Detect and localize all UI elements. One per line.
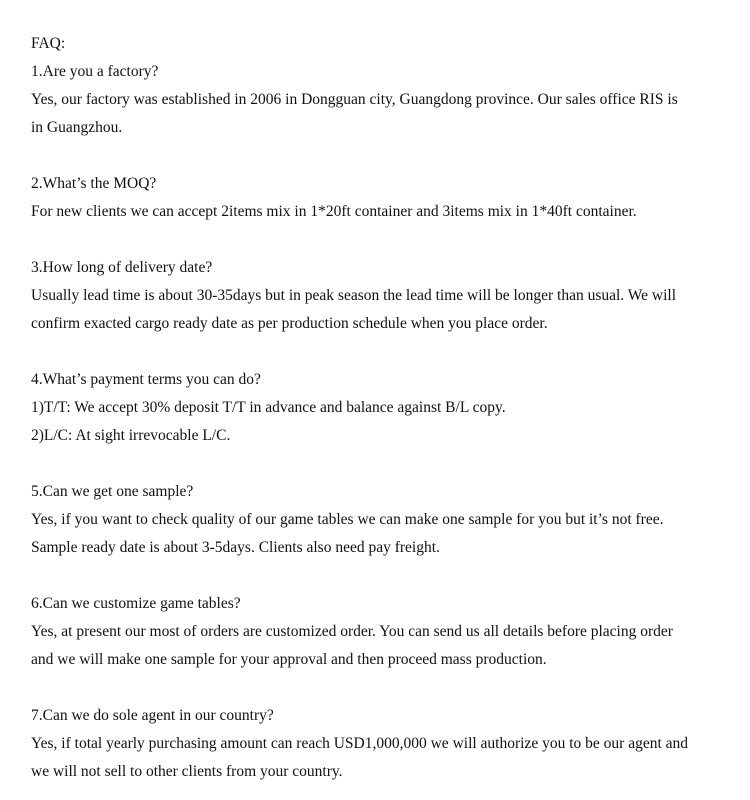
faq-document [31,30,731,786]
faq-question: 3.How long of delivery date? [31,259,213,276]
faq-answer-line: 2)L/C: At sight irrevocable L/C. [31,427,231,444]
faq-answer-line: in Guangzhou. [31,119,123,136]
faq-answer-line: Yes, our factory was established in 2006 in Dongguan city, Guangdong province. Our sales office RIS is [31,91,678,108]
faq-item-7 [31,702,731,786]
faq-question: 6.Can we customize game tables? [31,595,241,612]
faq-answer-line: 1)T/T: We accept 30% deposit T/T in advance and balance against B/L copy. [31,399,506,416]
faq-answer-line: Yes, at present our most of orders are customized order. You can send us all details before placing order [31,623,673,640]
faq-answer-line: we will not sell to other clients from your country. [31,763,343,780]
faq-question: 7.Can we do sole agent in our country? [31,707,274,724]
faq-item-4 [31,366,731,450]
faq-question: 4.What’s payment terms you can do? [31,371,261,388]
faq-question: 5.Can we get one sample? [31,483,194,500]
faq-answer-line: Usually lead time is about 30-35days but in peak season the lead time will be longer than usual. We will [31,287,677,304]
faq-answer-line: Yes, if total yearly purchasing amount can reach USD1,000,000 we will authorize you to be our agent and [31,735,689,752]
faq-item-3 [31,254,731,338]
faq-question: 1.Are you a factory? [31,63,159,80]
faq-item-6 [31,590,731,674]
faq-answer-line: For new clients we can accept 2items mix in 1*20ft container and 3items mix in 1*40ft container. [31,203,637,220]
faq-item-2 [31,170,731,226]
faq-answer-line: Sample ready date is about 3-5days. Clients also need pay freight. [31,539,440,556]
faq-answer-line: Yes, if you want to check quality of our game tables we can make one sample for you but it’s not free. [31,511,664,528]
faq-question: 2.What’s the MOQ? [31,175,157,192]
faq-heading: FAQ: [31,35,66,52]
faq-item-1 [31,58,731,142]
faq-answer-line: and we will make one sample for your approval and then proceed mass production. [31,651,547,668]
faq-answer-line: confirm exacted cargo ready date as per production schedule when you place order. [31,315,548,332]
faq-item-5 [31,478,731,562]
